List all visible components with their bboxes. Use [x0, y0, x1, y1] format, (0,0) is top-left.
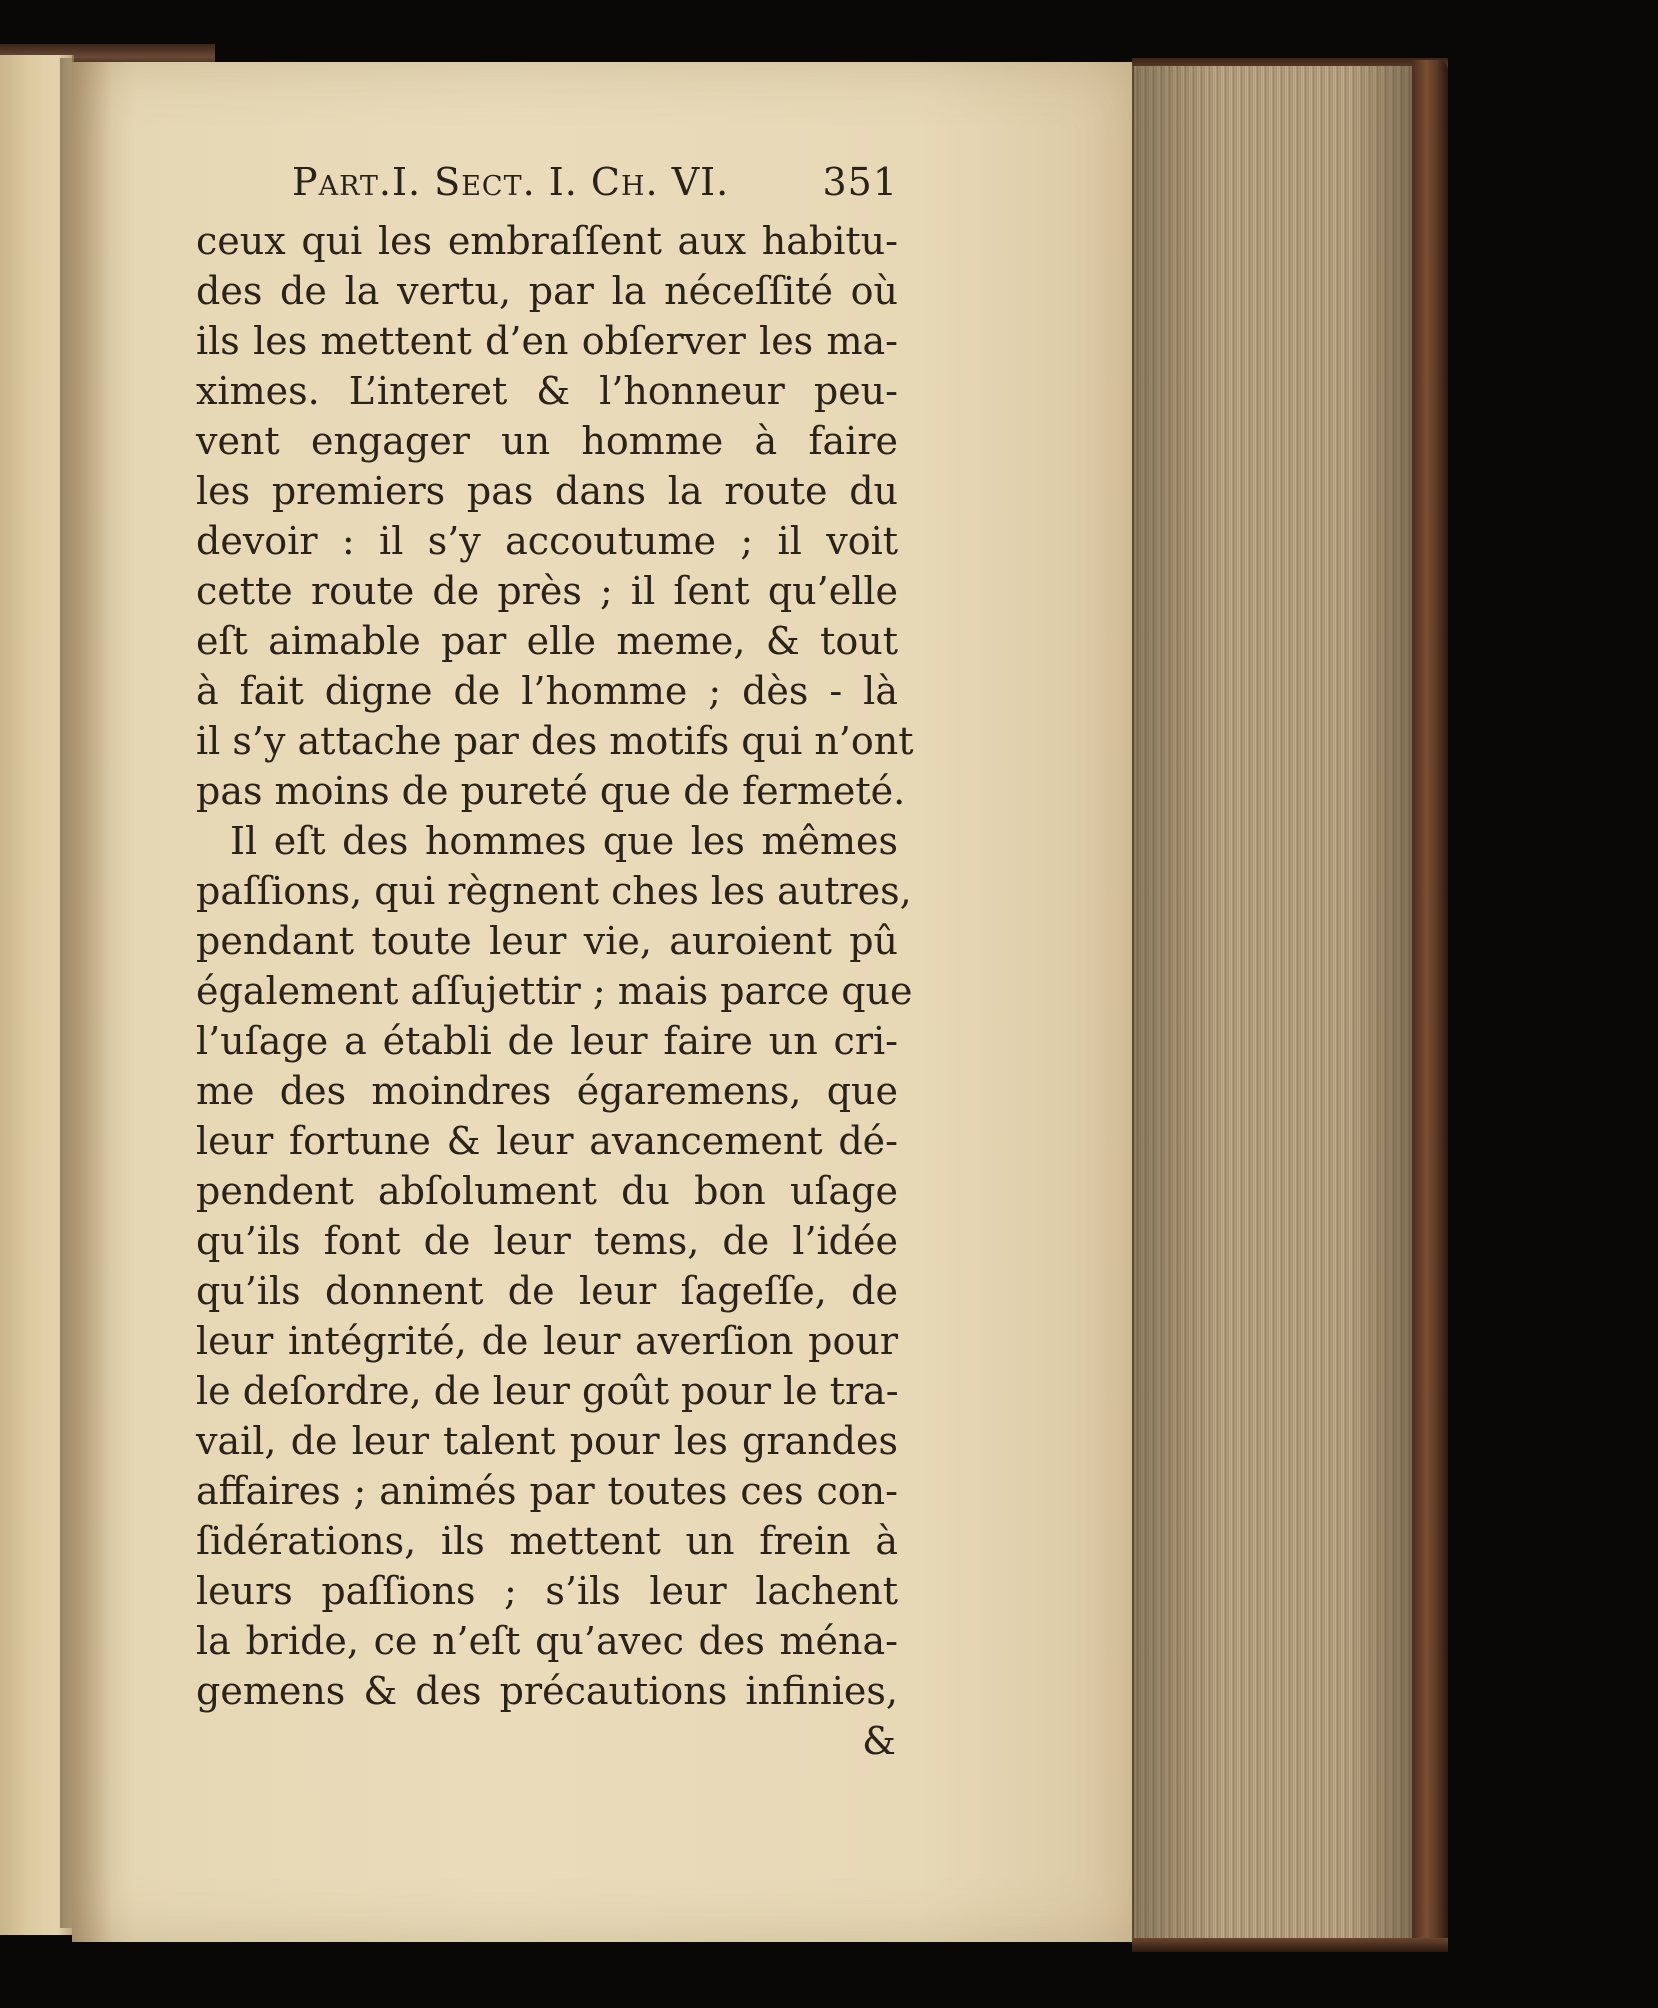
text-line: le deſordre, de leur goût pour le tra- — [196, 1369, 899, 1413]
text-line: ximes. L’interet & l’honneur peu- — [196, 369, 898, 413]
text-line: ils les mettent d’en obſerver les ma- — [196, 319, 898, 363]
text-line: ceux qui les embraſſent aux habitu- — [196, 219, 898, 263]
leather-cover — [1412, 60, 1448, 1950]
running-head — [196, 160, 898, 216]
text-line: également aſſujettir ; mais parce que — [196, 969, 913, 1013]
text-line: qu’ils font de leur tems, de l’idée — [196, 1219, 898, 1263]
text-line: à fait digne de l’homme ; dès - là — [196, 669, 898, 713]
text-line: leur fortune & leur avancement dé- — [196, 1119, 898, 1163]
text-line: me des moindres égaremens, que — [196, 1069, 898, 1113]
text-line: pendant toute leur vie, auroient pû — [196, 919, 898, 963]
text-line: des de la vertu, par la néceſſité où — [196, 269, 898, 313]
page-number: 351 — [822, 160, 898, 204]
text-line: cette route de près ; il ſent qu’elle — [196, 569, 898, 613]
text-line: vent engager un homme à faire — [196, 419, 898, 463]
text-line: les premiers pas dans la route du — [196, 469, 898, 513]
text-line: gemens & des précautions infinies, — [196, 1669, 898, 1713]
page-gutter-shade — [72, 62, 112, 1942]
text-line: leur intégrité, de leur averſion pour — [196, 1319, 898, 1363]
text-line: l’uſage a établi de leur faire un cri- — [196, 1019, 898, 1063]
text-line: pendent abſolument du bon uſage — [196, 1169, 898, 1213]
text-line: la bride, ce n’eſt qu’avec des ména- — [196, 1619, 898, 1663]
text-line: pas moins de pureté que de fermeté. — [196, 769, 906, 813]
text-line-paragraph-start: Il eſt des hommes que les mêmes — [230, 819, 898, 863]
cover-bottom — [1132, 1938, 1448, 1952]
fore-edge-shade — [1132, 66, 1422, 1944]
page-text — [196, 160, 914, 1766]
text-line: devoir : il s’y accoutume ; il voit — [196, 519, 898, 563]
text-line: ſidérations, ils mettent un frein à — [196, 1519, 898, 1563]
running-head-title: Part.I. Sect. I. Ch. VI. — [292, 160, 730, 204]
text-line: eſt aimable par elle meme, & tout — [196, 619, 898, 663]
catchword: & — [862, 1719, 896, 1763]
text-line: affaires ; animés par toutes ces con- — [196, 1469, 898, 1513]
text-line: vail, de leur talent pour les grandes — [196, 1419, 898, 1463]
text-line: il s’y attache par des motifs qui n’ont — [196, 719, 914, 763]
text-line: paſſions, qui règnent ches les autres, — [196, 869, 912, 913]
text-line: qu’ils donnent de leur ſageſſe, de — [196, 1269, 898, 1313]
text-line: leurs paſſions ; s’ils leur lachent — [196, 1569, 898, 1613]
